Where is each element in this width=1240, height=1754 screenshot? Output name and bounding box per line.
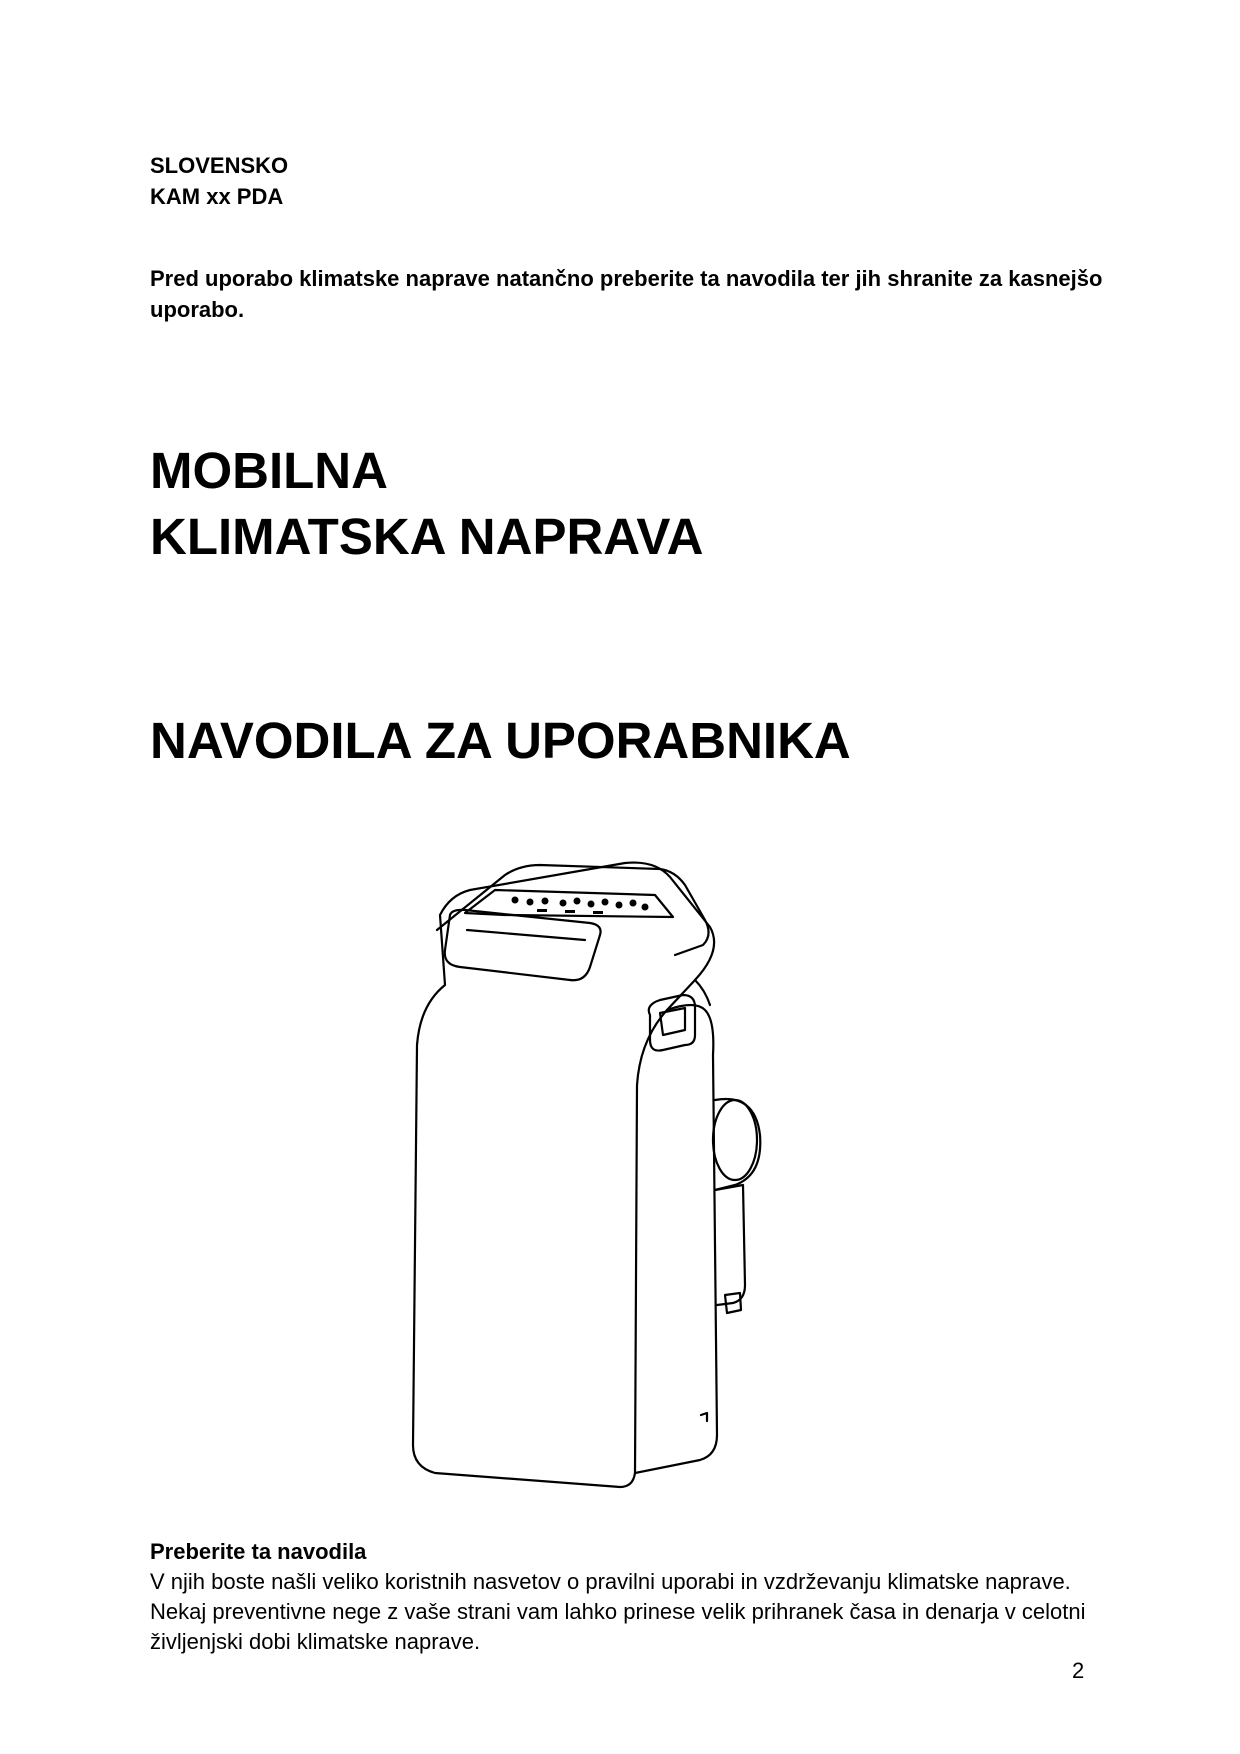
- language-label: SLOVENSKO: [150, 153, 289, 178]
- title-line-2: KLIMATSKA NAPRAVA: [150, 508, 704, 565]
- intro-text: Pred uporabo klimatske naprave natančno preberite ta navodila ter jih shranite za kasnejšo uporabo.: [150, 266, 1103, 322]
- document-title: [150, 438, 703, 570]
- document-subtitle: NAVODILA ZA UPORABNIKA: [150, 712, 851, 769]
- page-number: 2: [1072, 1658, 1085, 1683]
- read-instructions-body: V njih boste našli veliko koristnih nasvetov o pravilni uporabi in vzdrževanju klimatske naprave. Nekaj preventivne nege z vaše strani vam lahko prinese velik prihranek časa in denarja v celotni življenjski dobi klimatske naprave.: [150, 1569, 1086, 1654]
- model-label: KAM xx PDA: [150, 184, 284, 209]
- control-buttons: [512, 897, 649, 915]
- portable-air-conditioner-illustration: [405, 855, 845, 1495]
- title-line-1: MOBILNA: [150, 442, 388, 499]
- language-header: [150, 150, 288, 212]
- read-instructions-heading: Preberite ta navodila: [150, 1539, 367, 1564]
